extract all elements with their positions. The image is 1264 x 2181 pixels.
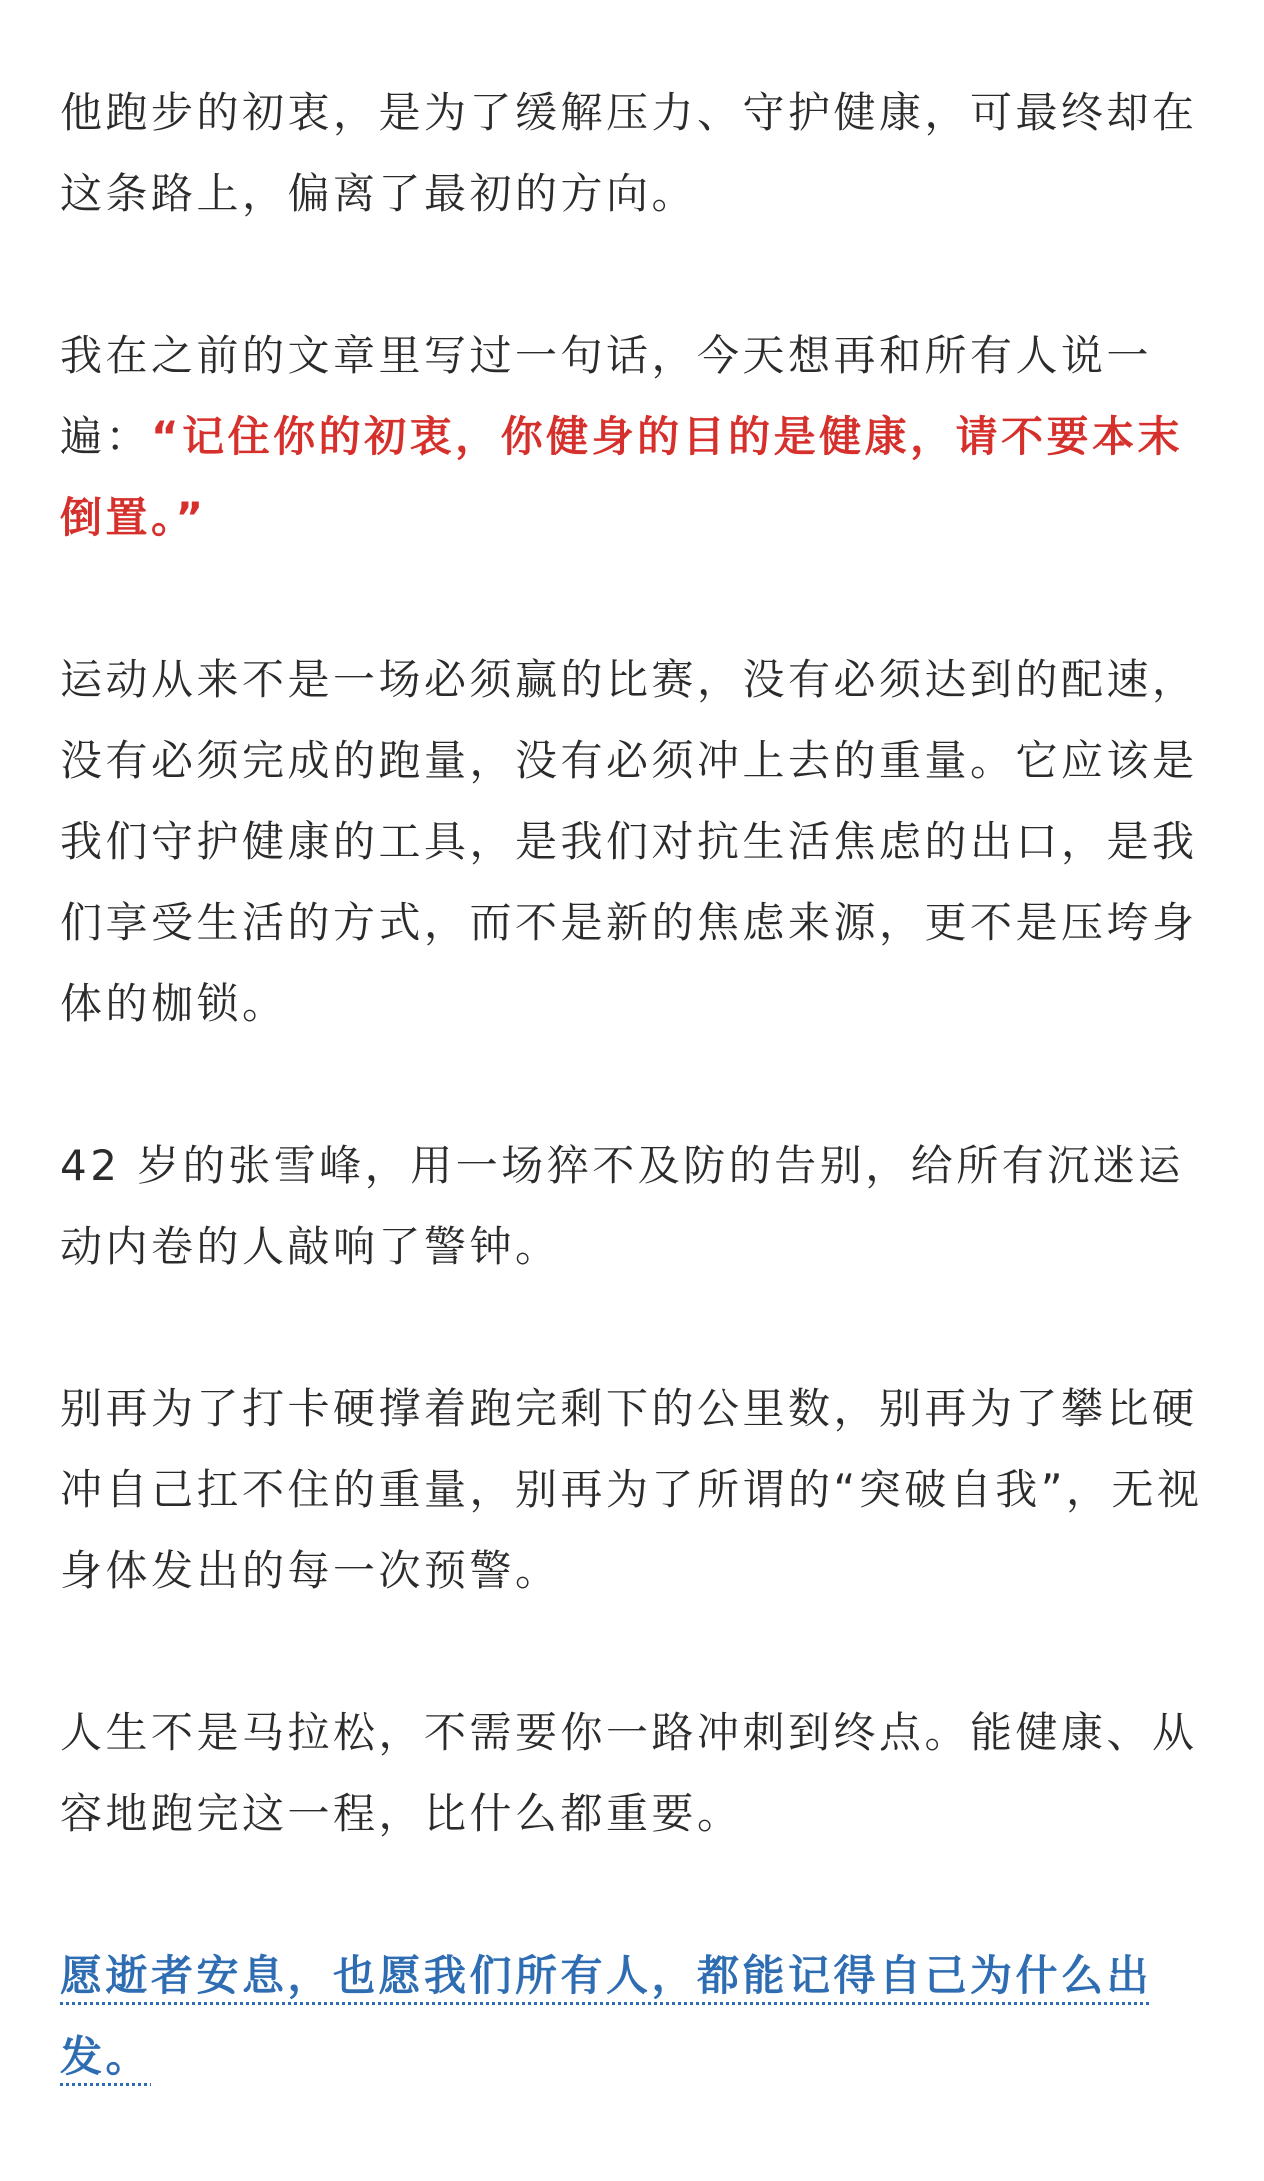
paragraph-4: 42 岁的张雪峰，用一场猝不及防的告别，给所有沉迷运动内卷的人敲响了警钟。 — [60, 1141, 1184, 1271]
article-body — [60, 72, 1208, 2178]
paragraph-1: 他跑步的初衷，是为了缓解压力、守护健康，可最终却在这条路上，偏离了最初的方向。 — [60, 88, 1198, 218]
paragraph-3: 运动从来不是一场必须赢的比赛，没有必须达到的配速，没有必须完成的跑量，没有必须冲上去的重量。它应该是我们守护健康的工具，是我们对抗生活焦虑的出口，是我们享受生活的方式，而不是新的焦虑来源，更不是压垮身体的枷锁。 — [60, 655, 1198, 1028]
paragraph-7 — [60, 1935, 1208, 2097]
paragraph-2 — [60, 315, 1208, 558]
paragraph-5: 别再为了打卡硬撑着跑完剩下的公里数，别再为了攀比硬冲自己扛不住的重量，别再为了所谓的“突破自我”，无视身体发出的每一次预警。 — [60, 1384, 1203, 1595]
paragraph-6: 人生不是马拉松，不需要你一路冲刺到终点。能健康、从容地跑完这一程，比什么都重要。 — [60, 1708, 1198, 1838]
paragraph-2-text: 我在之前的文章里写过一句话，今天想再和所有人说一遍： — [60, 331, 1153, 461]
closing-highlight: 愿逝者安息，也愿我们所有人，都能记得自己为什么出发。 — [60, 1951, 1153, 2081]
highlighted-quote: “记住你的初衷，你健身的目的是健康，请不要本末倒置。” — [60, 412, 1184, 542]
